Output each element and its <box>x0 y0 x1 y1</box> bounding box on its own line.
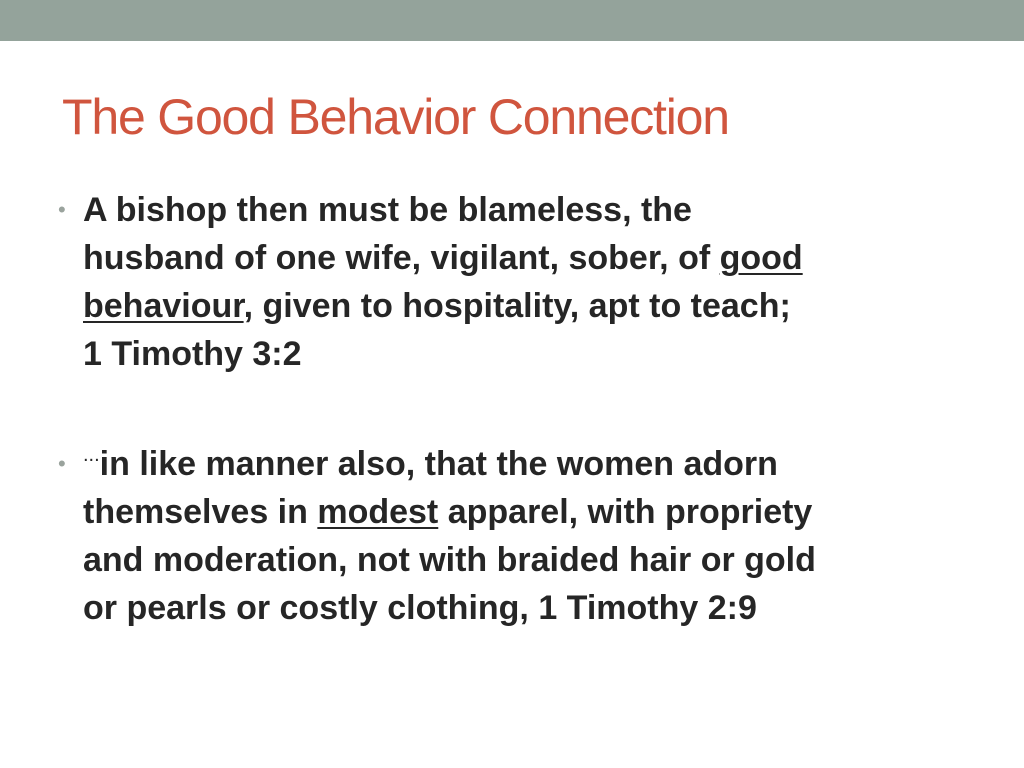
slide-title: The Good Behavior Connection <box>62 89 729 145</box>
underlined-word-modest: modest <box>317 493 439 531</box>
bullet-1-reference: 1 Timothy 3:2 <box>83 335 302 373</box>
bullet-1-line-2 <box>83 234 958 282</box>
ellipsis-marker: ... <box>83 444 100 466</box>
bullet-item-1-timothy-2-9 <box>58 440 958 632</box>
underlined-word-behaviour: behaviour <box>83 287 244 325</box>
bullet-list <box>58 186 958 632</box>
bullet-dot: • <box>58 197 66 222</box>
bullet-2-line-4: or pearls or costly clothing, 1 Timothy 2:9 <box>83 589 757 627</box>
bullet-1-line-2-text: husband of one wife, vigilant, sober, of <box>83 239 720 277</box>
bullet-2-line-3: and moderation, not with braided hair or gold <box>83 541 816 579</box>
bullet-item-1-timothy-3-2 <box>58 186 958 378</box>
top-accent-bar <box>0 0 1024 41</box>
bullet-2-line-2-text-b: apparel, with propriety <box>438 493 813 531</box>
bullet-2-line-1 <box>83 440 958 488</box>
underlined-word-good: good <box>719 239 803 277</box>
bullet-dot: • <box>58 451 66 476</box>
bullet-1-line-1: A bishop then must be blameless, the <box>83 191 692 229</box>
bullet-1-line-3 <box>83 282 958 330</box>
bullet-2-line-2-text-a: themselves in <box>83 493 318 531</box>
bullet-2-line-2 <box>83 488 958 536</box>
bullet-1-line-3-text: , given to hospitality, apt to teach; <box>243 287 791 325</box>
bullet-2-line-1-text: in like manner also, that the women adorn <box>99 445 778 483</box>
